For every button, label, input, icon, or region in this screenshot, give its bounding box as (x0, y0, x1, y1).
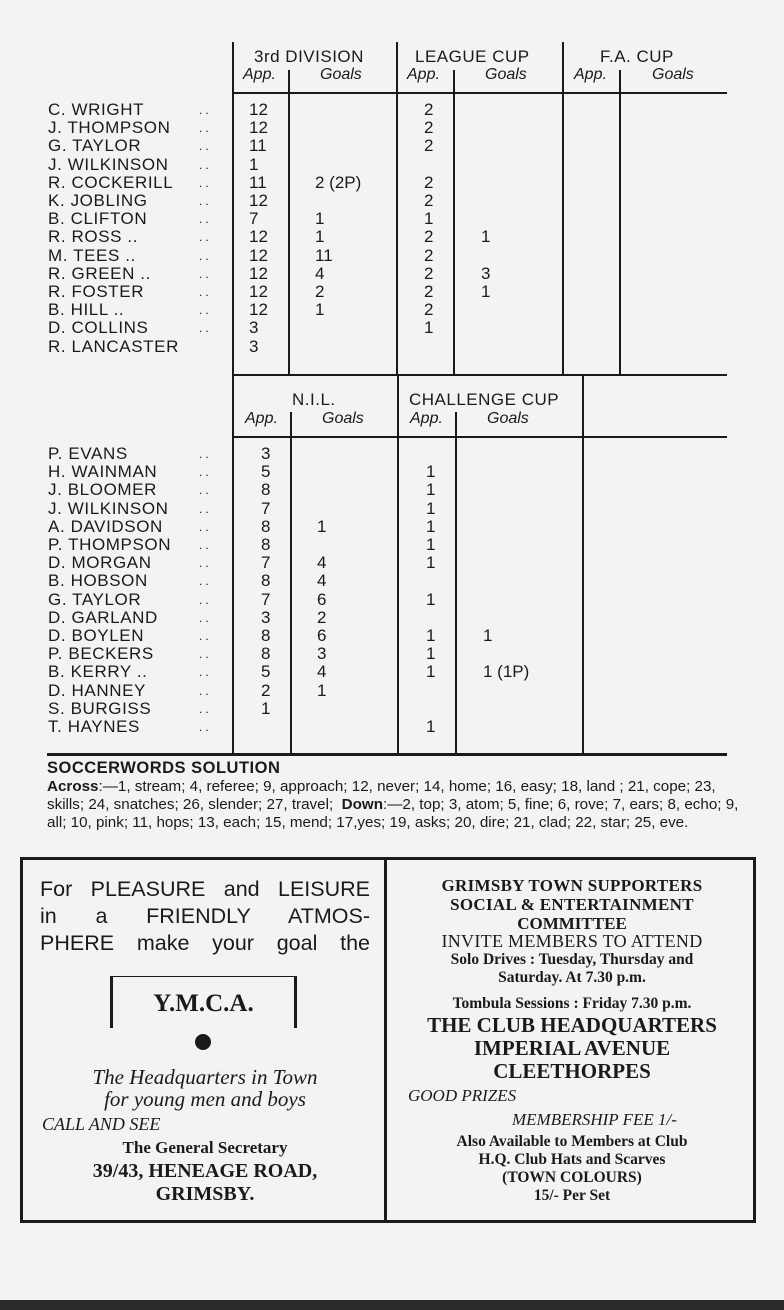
table-row (0, 627, 784, 645)
nil-app: 8 (261, 644, 271, 664)
solution-title: SOCCERWORDS SOLUTION (47, 759, 281, 777)
leader-dots: .. (199, 266, 212, 281)
player-name: P. BECKERS (48, 644, 154, 664)
section-rule (47, 753, 727, 756)
player-name: B. KERRY .. (48, 662, 148, 682)
tombula-sessions: Tombula Sessions : Friday 7.30 p.m. (452, 995, 692, 1012)
player-name: C. WRIGHT (48, 100, 145, 119)
table-row (0, 210, 784, 228)
cc-app: 1 (426, 589, 436, 609)
table-row (0, 572, 784, 590)
table-row (0, 119, 784, 137)
nil-app: 1 (261, 698, 271, 718)
venue-line: CLEETHORPES (493, 1059, 651, 1083)
committee-line: COMMITTEE (517, 914, 627, 933)
player-name: J. WILKINSON (48, 498, 169, 518)
player-name: B. HILL .. (48, 300, 125, 320)
table-row (0, 156, 784, 174)
table-row (0, 445, 784, 463)
leader-dots: .. (199, 701, 212, 716)
header-fa-cup: F.A. CUP (600, 47, 674, 66)
nil-app: 5 (261, 662, 271, 682)
subheader-app: App. (407, 66, 440, 83)
player-name: G. TAYLOR (48, 589, 142, 609)
table-row (0, 591, 784, 609)
player-name: R. COCKERILL (48, 172, 174, 192)
subheader-goals: Goals (320, 66, 362, 83)
nil-goals: 1 (317, 680, 327, 700)
leader-dots: .. (199, 592, 212, 607)
div-goals: 11 (315, 245, 333, 265)
subheader-goals: Goals (322, 410, 364, 427)
leader-dots: .. (199, 683, 212, 698)
table-row (0, 609, 784, 627)
player-name: R. FOSTER (48, 282, 145, 301)
solo-drives-time: Saturday. At 7.30 p.m. (498, 969, 646, 986)
table-row (0, 536, 784, 554)
leader-dots: .. (199, 248, 212, 263)
div-app: 12 (249, 191, 268, 210)
table-row (0, 500, 784, 518)
player-name: R. GREEN .. (48, 263, 151, 283)
leader-dots: .. (199, 556, 212, 571)
div-goals: 2 (2P) (315, 172, 362, 192)
bullet-dot (195, 1034, 211, 1050)
general-secretary: The General Secretary (122, 1138, 288, 1157)
cc-app: 1 (426, 535, 436, 554)
membership-fee: MEMBERSHIP FEE 1/- (512, 1110, 677, 1129)
div-app: 12 (249, 282, 268, 301)
player-name: P. EVANS (48, 444, 128, 463)
cc-app: 1 (426, 498, 436, 518)
header-3rd-division: 3rd DIVISION (254, 47, 364, 66)
nil-goals: 4 (317, 571, 327, 591)
leader-dots: .. (199, 103, 212, 117)
good-prizes: GOOD PRIZES (408, 1086, 517, 1105)
player-name: R. LANCASTER (48, 336, 179, 356)
cc-goals: 1 (483, 626, 493, 645)
table-row (0, 265, 784, 283)
ymca-tagline-1: The Headquarters in Town (92, 1065, 318, 1089)
table-row (0, 192, 784, 210)
down-label: Down (341, 796, 383, 813)
leader-dots: .. (199, 285, 212, 299)
player-name: R. ROSS .. (48, 227, 139, 247)
nil-goals: 4 (317, 553, 327, 573)
div-app: 1 (249, 154, 259, 174)
div-app: 12 (249, 300, 268, 320)
table-row (0, 137, 784, 155)
player-name: B. CLIFTON (48, 209, 148, 229)
lc-goals: 1 (481, 282, 491, 301)
subheader-goals: Goals (487, 410, 529, 427)
lc-app: 2 (424, 263, 434, 283)
subheader-app: App. (410, 410, 443, 427)
cc-app: 1 (426, 717, 436, 736)
div-app: 12 (249, 263, 268, 283)
nil-app: 8 (261, 626, 271, 645)
leader-dots: .. (199, 665, 212, 680)
div-goals: 1 (315, 227, 325, 247)
leader-dots: .. (199, 321, 212, 336)
table-row (0, 319, 784, 337)
leader-dots: .. (199, 465, 212, 480)
ymca-name: Y.M.C.A. (153, 990, 254, 1017)
lc-goals: 1 (481, 227, 491, 247)
header-challenge-cup: CHALLENGE CUP (409, 390, 560, 409)
leader-dots: .. (199, 230, 212, 245)
ymca-town: GRIMSBY. (155, 1183, 255, 1205)
table-row (0, 554, 784, 572)
across-answers: :—1, stream; 4, referee; 9, approach; 12, never; 14, home; 16, easy; 18, land ; 21, cope; 23, skills; 24, snatches; 26, slender; 27, travel; (47, 778, 716, 813)
table-row (0, 101, 784, 119)
div-goals: 1 (315, 209, 325, 229)
ymca-tagline-2: for young men and boys (104, 1087, 306, 1111)
div-app: 7 (249, 209, 259, 229)
table-row (0, 247, 784, 265)
call-and-see: CALL AND SEE (42, 1114, 161, 1134)
solo-drives: Solo Drives : Tuesday, Thursday and (450, 951, 694, 968)
table-row (0, 338, 784, 356)
div-goals: 1 (315, 300, 325, 320)
div-app: 3 (249, 336, 259, 356)
lc-app: 2 (424, 172, 434, 192)
table-row (0, 283, 784, 301)
nil-app: 3 (261, 607, 271, 627)
table-row (0, 718, 784, 736)
leader-dots: .. (199, 447, 212, 461)
committee-line: SOCIAL & ENTERTAINMENT (450, 895, 694, 914)
cc-app: 1 (426, 516, 436, 536)
leader-dots: .. (199, 139, 212, 154)
nil-goals: 4 (317, 662, 327, 682)
cc-app: 1 (426, 662, 436, 682)
subheader-goals: Goals (485, 66, 527, 83)
table-row (0, 518, 784, 536)
player-name: M. TEES .. (48, 245, 136, 265)
nil-app: 8 (261, 571, 271, 591)
player-name: K. JOBLING (48, 191, 148, 210)
leader-dots: .. (199, 501, 212, 516)
player-name: T. HAYNES (48, 717, 140, 736)
leader-dots: .. (199, 647, 212, 662)
merch-price: 15/- Per Set (533, 1187, 611, 1204)
lc-app: 1 (424, 209, 434, 229)
leader-dots: .. (199, 157, 212, 172)
leader-dots: .. (199, 483, 212, 498)
subheader-app: App. (574, 66, 607, 83)
across-label: Across (47, 778, 99, 795)
table-row (0, 645, 784, 663)
player-name: D. GARLAND (48, 607, 158, 627)
player-name: J. BLOOMER (48, 480, 157, 500)
div-app: 11 (249, 172, 267, 192)
player-name: J. WILKINSON (48, 154, 169, 174)
leader-dots: .. (199, 303, 212, 318)
nil-app: 7 (261, 553, 271, 573)
leader-dots: .. (199, 574, 212, 589)
subheader-goals: Goals (652, 66, 694, 83)
merch-line: (TOWN COLOURS) (502, 1169, 642, 1186)
cc-app: 1 (426, 644, 436, 664)
leader-dots: .. (199, 629, 212, 643)
player-name: A. DAVIDSON (48, 516, 163, 536)
player-name: H. WAINMAN (48, 462, 158, 482)
leader-dots: .. (199, 538, 212, 552)
nil-goals: 6 (317, 626, 327, 645)
div-app: 3 (249, 318, 259, 338)
div-app: 12 (249, 245, 268, 265)
player-name: B. HOBSON (48, 571, 148, 591)
leader-dots: .. (199, 519, 212, 534)
lc-app: 2 (424, 191, 434, 210)
committee-line: GRIMSBY TOWN SUPPORTERS (441, 876, 703, 895)
nil-app: 7 (261, 498, 271, 518)
cc-app: 1 (426, 553, 436, 573)
solution-text (47, 778, 747, 832)
table-row (0, 301, 784, 319)
leader-dots: .. (199, 720, 212, 734)
nil-app: 8 (261, 516, 271, 536)
header-nil: N.I.L. (292, 390, 336, 409)
venue-line: THE CLUB HEADQUARTERS (427, 1013, 717, 1037)
player-name: S. BURGISS (48, 698, 152, 718)
ymca-address: 39/43, HENEAGE ROAD, (92, 1160, 318, 1182)
leader-dots: .. (199, 175, 212, 190)
nil-app: 3 (261, 444, 271, 463)
div-app: 12 (249, 118, 268, 138)
player-name: P. THOMPSON (48, 535, 172, 554)
lc-app: 2 (424, 100, 434, 119)
invite-line: INVITE MEMBERS TO ATTEND (441, 931, 703, 951)
ymca-intro: For PLEASURE and LEISURE in a FRIENDLY ATMOS- PHERE make your goal the (40, 877, 370, 955)
div-app: 12 (249, 227, 268, 247)
table-row (0, 663, 784, 681)
page-bottom-edge (0, 1300, 784, 1310)
player-name: G. TAYLOR (48, 136, 142, 156)
section-rule (232, 374, 727, 376)
down-answers: :—2, top; 3, atom; 5, fine; 6, rove; 7, ears; 8, echo; 9, all; 10, pink; 11, hops; 13, each; 15, mend; 17,yes; 19, asks; 20, dire; 21, clad; 22, star; 25, eve. (47, 796, 739, 831)
player-name: D. HANNEY (48, 680, 146, 700)
merch-line: H.Q. Club Hats and Scarves (478, 1151, 666, 1168)
header-league-cup: LEAGUE CUP (415, 47, 530, 66)
nil-app: 8 (261, 480, 271, 500)
merch-line: Also Available to Members at Club (456, 1133, 688, 1150)
cc-app: 1 (426, 480, 436, 500)
nil-goals: 2 (317, 607, 327, 627)
nil-goals: 1 (317, 516, 327, 536)
adverts-divider (384, 857, 387, 1223)
lc-app: 2 (424, 245, 434, 265)
leader-dots: .. (199, 610, 212, 625)
table-row (0, 682, 784, 700)
lc-app: 2 (424, 300, 434, 320)
header-rule (232, 436, 727, 438)
player-name: D. MORGAN (48, 553, 152, 573)
lc-goals: 3 (481, 263, 491, 283)
player-name: D. BOYLEN (48, 626, 145, 645)
table-row (0, 174, 784, 192)
table-row (0, 228, 784, 246)
leader-dots: .. (199, 121, 212, 136)
lc-app: 2 (424, 227, 434, 247)
player-name: D. COLLINS (48, 318, 149, 338)
venue-line: IMPERIAL AVENUE (473, 1036, 671, 1060)
leader-dots: .. (199, 212, 212, 227)
div-app: 11 (249, 136, 267, 156)
cc-goals: 1 (1P) (483, 662, 530, 682)
div-goals: 4 (315, 263, 325, 283)
table-row (0, 700, 784, 718)
header-rule (232, 92, 727, 94)
table-row (0, 481, 784, 499)
player-name: J. THOMPSON (48, 118, 171, 138)
nil-app: 8 (261, 535, 271, 554)
nil-goals: 6 (317, 589, 327, 609)
lc-app: 1 (424, 318, 434, 338)
cc-app: 1 (426, 626, 436, 645)
nil-app: 2 (261, 680, 271, 700)
leader-dots: .. (199, 194, 212, 208)
nil-goals: 3 (317, 644, 327, 664)
subheader-app: App. (245, 410, 278, 427)
lc-app: 2 (424, 136, 434, 156)
nil-app: 5 (261, 462, 271, 482)
nil-app: 7 (261, 589, 271, 609)
div-app: 12 (249, 100, 268, 119)
table-row (0, 463, 784, 481)
lc-app: 2 (424, 118, 434, 138)
cc-app: 1 (426, 462, 436, 482)
lc-app: 2 (424, 282, 434, 301)
subheader-app: App. (243, 66, 276, 83)
div-goals: 2 (315, 282, 325, 301)
